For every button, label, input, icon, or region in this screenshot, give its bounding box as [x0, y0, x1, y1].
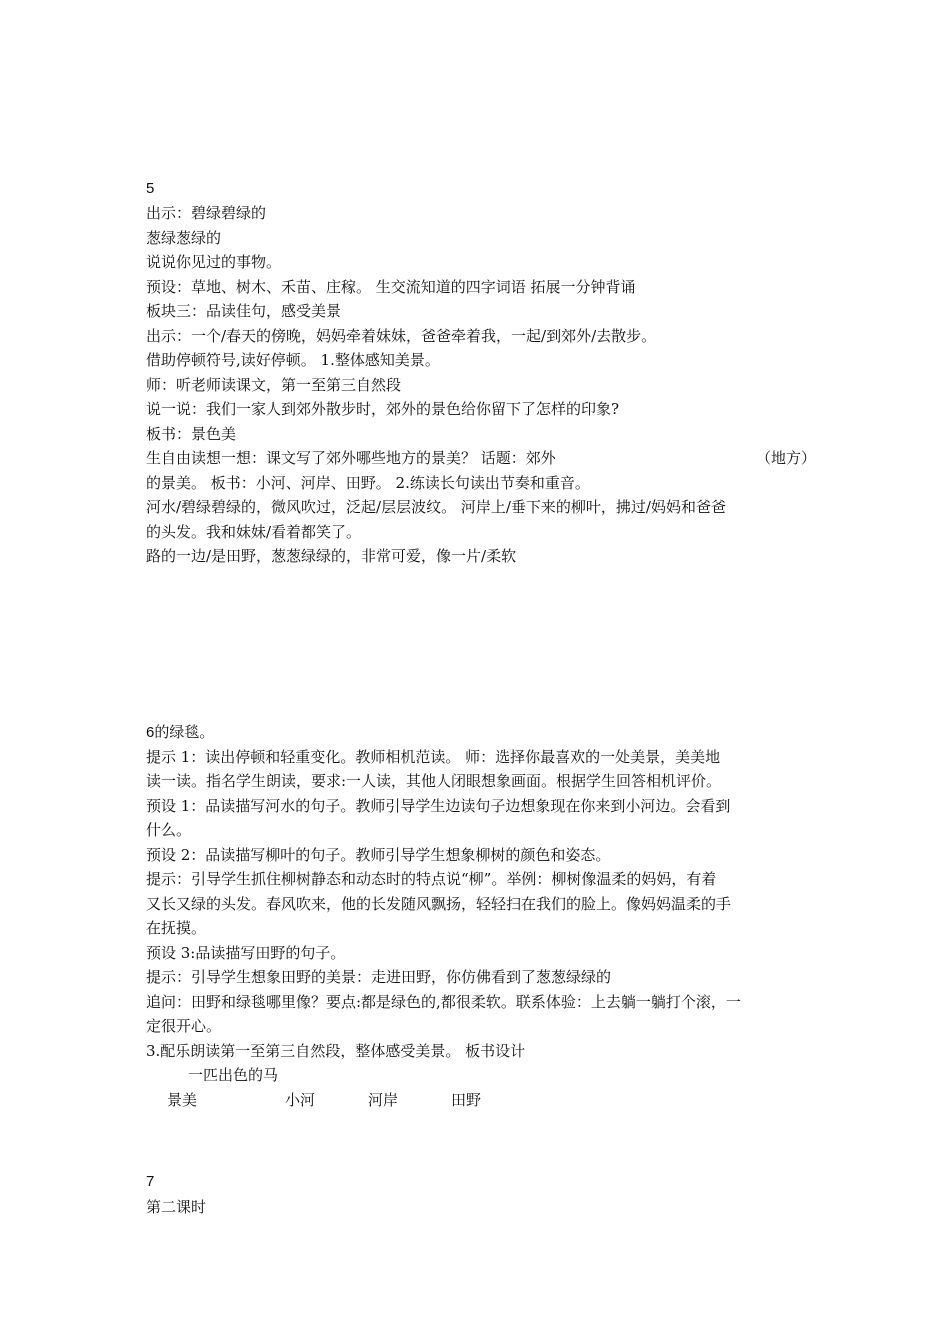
page-number: 7	[146, 1173, 155, 1190]
text-line: 借助停顿符号,读好停顿。 1.整体感知美景。	[146, 351, 440, 369]
text-line: 出示：碧绿碧绿的	[146, 204, 267, 222]
text-line: 预设 3:品读描写田野的句子。	[146, 944, 346, 962]
text-line: 出示：一个/春天的傍晚，妈妈牵着妹妹，爸爸牵着我，一起/到郊外/去散步。	[146, 327, 657, 345]
text-line: 预设 1：品读描写河水的句子。教师引导学生边读句子边想象现在你来到小河边。会看到	[146, 797, 731, 815]
text-line: 什么。	[146, 821, 192, 839]
text-line: 葱绿葱绿的	[146, 229, 222, 247]
text-line	[146, 720, 816, 746]
topic-line	[146, 446, 816, 471]
text-line: 提示 1：读出停顿和轻重变化。教师相机范读。 师：选择你最喜欢的一处美景，美美地	[146, 748, 721, 766]
text-line: 说一说：我们一家人到郊外散步时，郊外的景色给你留下了怎样的印象?	[146, 400, 620, 418]
board-item: 河岸	[368, 1091, 399, 1109]
continued-text: 的绿毯。	[154, 723, 215, 741]
text-line: 追问：田野和绿毯哪里像？要点:都是绿色的,都很柔软。联系体验：上去躺一躺打个滚，一	[146, 993, 741, 1011]
text-line: 说说你见过的事物。	[146, 253, 282, 271]
text-line: 板书：景色美	[146, 425, 237, 443]
section-heading: 板块三：品读佳句，感受美景	[146, 302, 342, 320]
topic-line-right: （地方）	[755, 449, 816, 467]
text-line: 的景美。 板书：小河、河岸、田野。 2.练读长句读出节奏和重音。	[146, 474, 590, 492]
text-line: 预设：草地、树木、禾苗、庄稼。 生交流知道的四字词语 拓展一分钟背诵	[146, 278, 636, 296]
text-line: 第二课时	[146, 1198, 207, 1216]
page-number: 6	[146, 724, 155, 741]
text-line: 又长又绿的头发。春风吹来，他的长发随风飘扬，轻轻扫在我们的脸上。像妈妈温柔的手	[146, 895, 732, 913]
text-line: 的头发。我和妹妹/看着都笑了。	[146, 523, 362, 541]
text-line: 路的一边/是田野，葱葱绿绿的，非常可爱，像一片/柔软	[146, 547, 517, 565]
text-line: 定很开心。	[146, 1017, 222, 1035]
board-item: 景美	[167, 1091, 198, 1109]
board-title: 一匹出色的马	[188, 1066, 279, 1084]
text-line: 提示：引导学生想象田野的美景：走进田野，你仿佛看到了葱葱绿绿的	[146, 968, 612, 986]
board-item: 田野	[451, 1091, 482, 1109]
text-line: 在抚摸。	[146, 919, 207, 937]
text-line: 河水/碧绿碧绿的，微风吹过，泛起/层层波纹。 河岸上/垂下来的柳叶，拂过/妈妈和爸爸	[146, 498, 726, 516]
board-item: 小河	[285, 1091, 316, 1109]
topic-line-left: 生自由读想一想：课文写了郊外哪些地方的景美？ 话题：郊外	[146, 449, 556, 467]
text-line: 师：听老师读课文，第一至第三自然段	[146, 376, 402, 394]
text-line: 读一读。指名学生朗读，要求:一人读，其他人闭眼想象画面。根据学生回答相机评价。	[146, 772, 722, 790]
text-line: 预设 2：品读描写柳叶的句子。教师引导学生想象柳树的颜色和姿态。	[146, 846, 611, 864]
text-line: 提示：引导学生抓住柳树静态和动态时的特点说“柳”。举例：柳树像温柔的妈妈，有着	[146, 870, 717, 888]
page-number: 5	[146, 180, 155, 197]
text-line: 3.配乐朗读第一至第三自然段，整体感受美景。 板书设计	[146, 1042, 526, 1060]
